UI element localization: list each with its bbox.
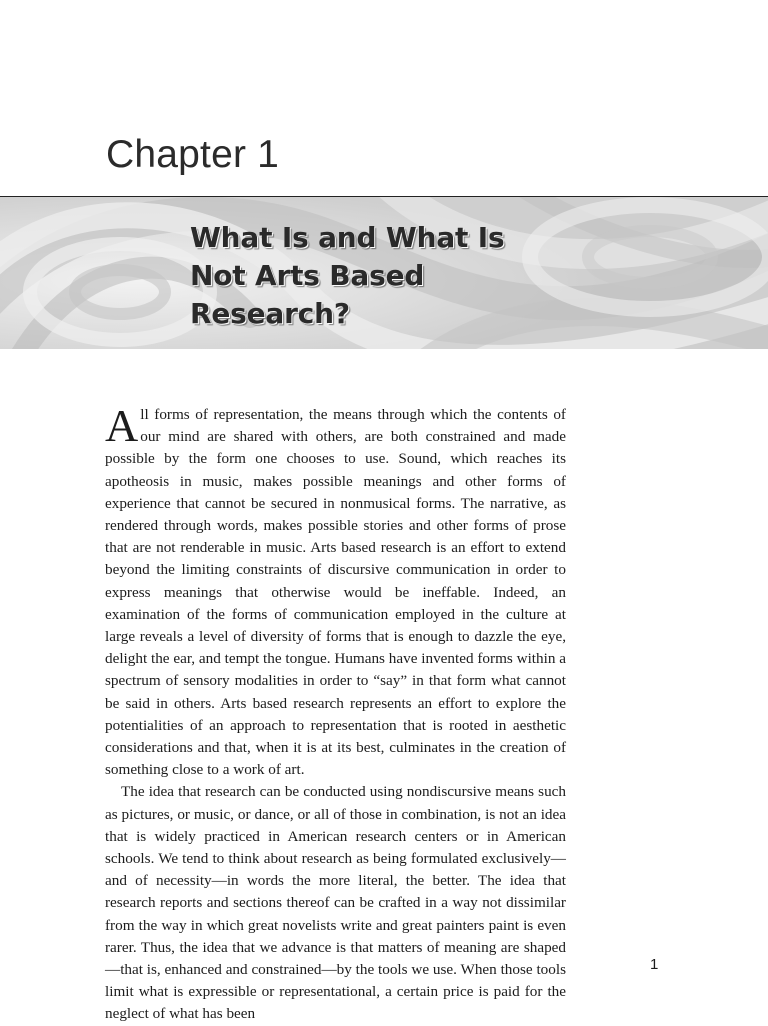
chapter-title-banner <box>0 196 768 349</box>
paragraph-1-text: ll forms of representation, the means through which the contents of our mind are shared with others, are both constrained and made possible by the form one chooses to use. Sound, which reaches its apotheosis in music, makes possible meanings and other forms of experience that cannot be secured in nonmusical forms. The narrative, as rendered through words, makes possible stories and other forms of prose that are not renderable in music. Arts based research is an effort to extend beyond the limiting constraints of discursive communication in order to express meanings that otherwise would be ineffable. Indeed, an examination of the forms of communication employed in the culture at large reveals a level of diversity of forms that is enough to dazzle the eye, delight the ear, and tempt the tongue. Humans have invented forms within a spectrum of sensory modalities in order to “say” in that form what cannot be said in others. Arts based research represents an effort to explore the potentialities of an approach to representation that is rooted in aesthetic considerations and that, when it is at its best, culminates in the creation of something close to a work of art. <box>105 406 566 779</box>
chapter-title-line-2: Not Arts Based <box>190 259 425 292</box>
chapter-title <box>190 219 504 333</box>
paragraph-2: The idea that research can be conducted using nondiscursive means such as pictures, or music, or dance, or all of those in combination, is not an idea that is widely practiced in American research centers or in American schools. We tend to think about research as being formulated exclusively—and of necessity—in words the more literal, the better. The idea that research reports and sections thereof can be crafted in a way not dissimilar from the way in which great novelists write and great painters paint is even rarer. Thus, the idea that we advance is that matters of meaning are shaped—that is, enhanced and constrained—by the tools we use. When those tools limit what is expressible or representational, a certain price is paid for the neglect of what has been <box>105 783 566 1023</box>
chapter-body <box>105 400 566 1026</box>
chapter-label: Chapter 1 <box>106 133 280 176</box>
chapter-title-line-3: Research? <box>190 297 350 330</box>
paragraph-1 <box>105 400 566 781</box>
chapter-title-line-1: What Is and What Is <box>190 221 505 254</box>
drop-cap: A <box>105 400 139 451</box>
page-number: 1 <box>650 956 659 973</box>
